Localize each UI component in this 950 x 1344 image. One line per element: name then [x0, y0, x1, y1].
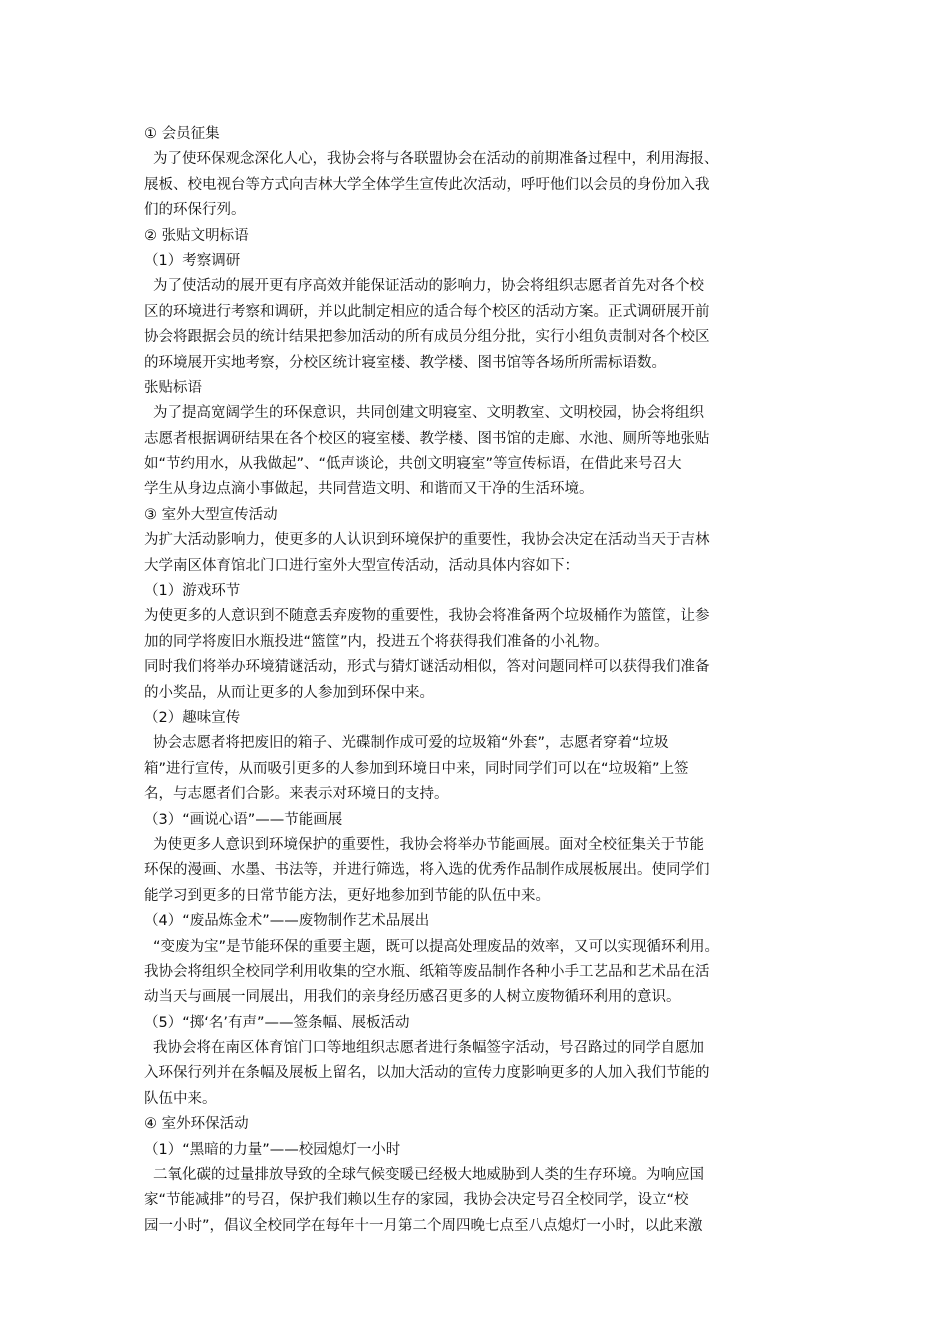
text-line: 我协会将组织全校同学利用收集的空水瓶、纸箱等废品制作各种小手工艺品和艺术品在活	[144, 963, 710, 980]
text-line: 协会志愿者将把废旧的箱子、光碟制作成可爱的垃圾箱“外套”，志愿者穿着“垃圾	[153, 735, 669, 752]
text-line: （4）“废品炼金术”——废物制作艺术品展出	[144, 913, 430, 930]
text-line: ① 会员征集	[144, 126, 220, 142]
text-line: 园一小时”，倡议全校同学在每年十一月第二个周四晚七点至八点熄灯一小时，以此来激	[144, 1217, 703, 1234]
text-line: （5）“掷‘名’有声”——签条幅、展板活动	[144, 1014, 410, 1031]
text-line: 为了使环保观念深化人心，我协会将与各联盟协会在活动的前期准备过程中，利用海报、	[153, 151, 719, 168]
text-line: “变废为宝”是节能环保的重要主题，既可以提高处理废品的效率，又可以实现循环利用。	[153, 938, 720, 955]
text-line: ④ 室外环保活动	[144, 1116, 249, 1133]
text-line: 箱”进行宣传，从而吸引更多的人参加到环境日中来，同时同学们可以在“垃圾箱”上签	[144, 760, 689, 777]
text-line: （3）“画说心语”——节能画展	[144, 811, 343, 828]
document-body	[144, 122, 822, 1239]
text-line: （2）趣味宣传	[144, 709, 241, 726]
text-line: 展板、校电视台等方式向吉林大学全体学生宣传此次活动，呼吁他们以会员的身份加入我	[144, 176, 710, 193]
text-line: 入环保行列并在条幅及展板上留名，以加大活动的宣传力度影响更多的人加入我们节能的	[144, 1065, 710, 1082]
text-line: 为了使活动的展开更有序高效并能保证活动的影响力，协会将组织志愿者首先对各个校	[153, 278, 704, 295]
text-line: 区的环境进行考察和调研，并以此制定相应的适合每个校区的活动方案。正式调研展开前	[144, 303, 710, 320]
text-line: 们的环保行列。	[144, 202, 246, 219]
text-line: 为扩大活动影响力，使更多的人认识到环境保护的重要性，我协会决定在活动当天于吉林	[144, 532, 710, 549]
text-line: 的小奖品，从而让更多的人参加到环保中来。	[144, 684, 434, 701]
text-line: 学生从身边点滴小事做起，共同营造文明、和谐而又干净的生活环境。	[144, 481, 594, 498]
text-line: 张贴标语	[144, 379, 202, 396]
text-line: ② 张贴文明标语	[144, 227, 249, 244]
text-line: 志愿者根据调研结果在各个校区的寝室楼、教学楼、图书馆的走廊、水池、厕所等地张贴	[144, 430, 710, 447]
text-line: 的环境展开实地考察，分校区统计寝室楼、教学楼、图书馆等各场所所需标语数。	[144, 354, 666, 371]
text-line: （1）游戏环节	[144, 583, 241, 600]
text-line: 我协会将在南区体育馆门口等地组织志愿者进行条幅签字活动，号召路过的同学自愿加	[153, 1040, 704, 1057]
text-line: 协会将跟据会员的统计结果把参加活动的所有成员分组分批，实行小组负责制对各个校区	[144, 329, 710, 346]
text-line: 队伍中来。	[144, 1090, 217, 1107]
text-line: 大学南区体育馆北门口进行室外大型宣传活动，活动具体内容如下：	[144, 557, 579, 574]
text-line: 动当天与画展一同展出，用我们的亲身经历感召更多的人树立废物循环利用的意识。	[144, 989, 681, 1006]
text-line: 环保的漫画、水墨、书法等，并进行筛选，将入选的优秀作品制作成展板展出。使同学们	[144, 862, 710, 879]
text-line: （1）“黑暗的力量”——校园熄灯一小时	[144, 1141, 401, 1158]
text-line: （1）考察调研	[144, 252, 241, 269]
text-line: 为了提高宽阔学生的环保意识，共同创建文明寝室、文明教室、文明校园，协会将组织	[153, 405, 704, 422]
text-line: 家“节能减排”的号召，保护我们赖以生存的家园，我协会决定号召全校同学，设立“校	[144, 1192, 689, 1209]
text-line: 为使更多的人意识到不随意丢弃废物的重要性，我协会将准备两个垃圾桶作为篮筐，让参	[144, 608, 710, 625]
text-line: 如“节约用水，从我做起”、“低声谈论，共创文明寝室”等宣传标语，在借此来号召大	[144, 456, 682, 473]
text-line: 同时我们将举办环境猜谜活动，形式与猜灯谜活动相似，答对问题同样可以获得我们准备	[144, 659, 710, 676]
text-line: 名，与志愿者们合影。来表示对环境日的支持。	[144, 786, 449, 803]
text-line: 二氧化碳的过量排放导致的全球气候变暖已经极大地威胁到人类的生存环境。为响应国	[153, 1167, 704, 1184]
text-line: ③ 室外大型宣传活动	[144, 506, 278, 523]
text-line: 为使更多人意识到环境保护的重要性，我协会将举办节能画展。面对全校征集关于节能	[153, 836, 704, 853]
text-line: 加的同学将废旧水瓶投进“篮筐”内，投进五个将获得我们准备的小礼物。	[144, 633, 609, 650]
text-line: 能学习到更多的日常节能方法，更好地参加到节能的队伍中来。	[144, 887, 550, 904]
